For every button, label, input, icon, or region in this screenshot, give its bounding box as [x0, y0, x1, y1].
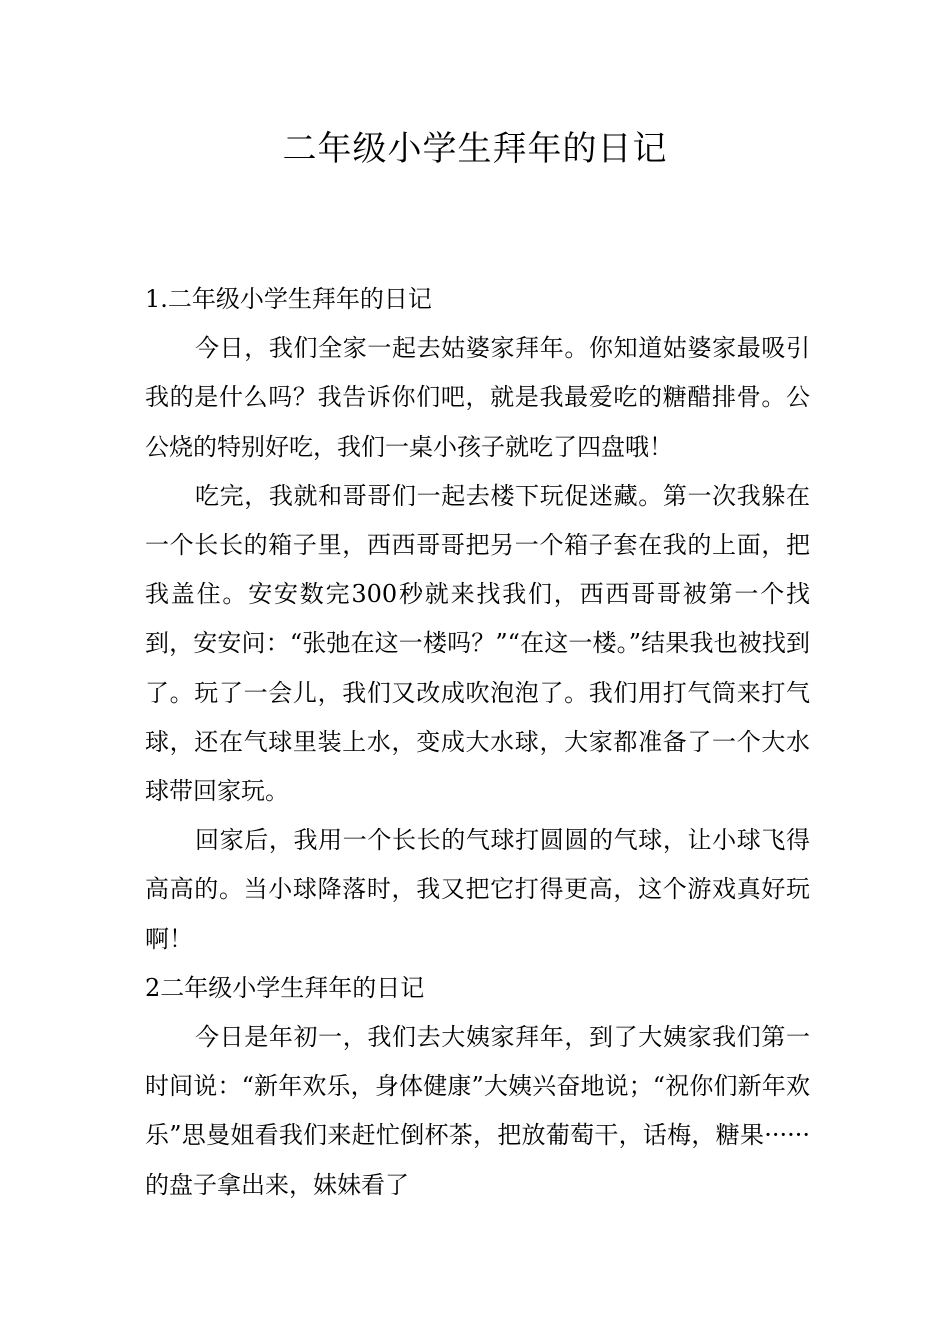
- paragraph: 今日，我们全家一起去姑婆家拜年。你知道姑婆家最吸引我的是什么吗？我告诉你们吧，就是我最爱吃的糖醋排骨。公公烧的特别好吃，我们一桌小孩子就吃了四盘哦！: [145, 334, 810, 461]
- paragraph: 吃完，我就和哥哥们一起去楼下玩促迷藏。第一次我躲在一个长长的箱子里，西西哥哥把另一个箱子套在我的上面，把我盖住。安安数完300秒就来找我们，西西哥哥被第一个找到，安安问：“张弛在这一楼吗？”“在这一楼。”结果我也被找到了。玩了一会儿，我们又改成吹泡泡了。我们用打气筒来打气球，还在气球里装上水，变成大水球，大家都准备了一个大水球带回家玩。: [145, 481, 810, 806]
- diary-section-2: [145, 964, 810, 1210]
- paragraph: 今日是年初一，我们去大姨家拜年，到了大姨家我们第一时间说：“新年欢乐，身体健康”大姨兴奋地说；“祝你们新年欢乐”思曼姐看我们来赶忙倒杯茶，把放葡萄干，话梅，糖果······的盘子拿出来，妹妹看了: [145, 1023, 810, 1199]
- paragraph: 回家后，我用一个长长的气球打圆圆的气球，让小球飞得高高的。当小球降落时，我又把它打得更高，这个游戏真好玩啊！: [145, 826, 810, 953]
- section-heading: 2二年级小学生拜年的日记: [145, 973, 425, 1002]
- document-title: 二年级小学生拜年的日记: [282, 129, 668, 169]
- diary-section-1: [145, 275, 810, 964]
- document-body: [145, 275, 810, 1210]
- section-heading: 1.二年级小学生拜年的日记: [145, 285, 432, 313]
